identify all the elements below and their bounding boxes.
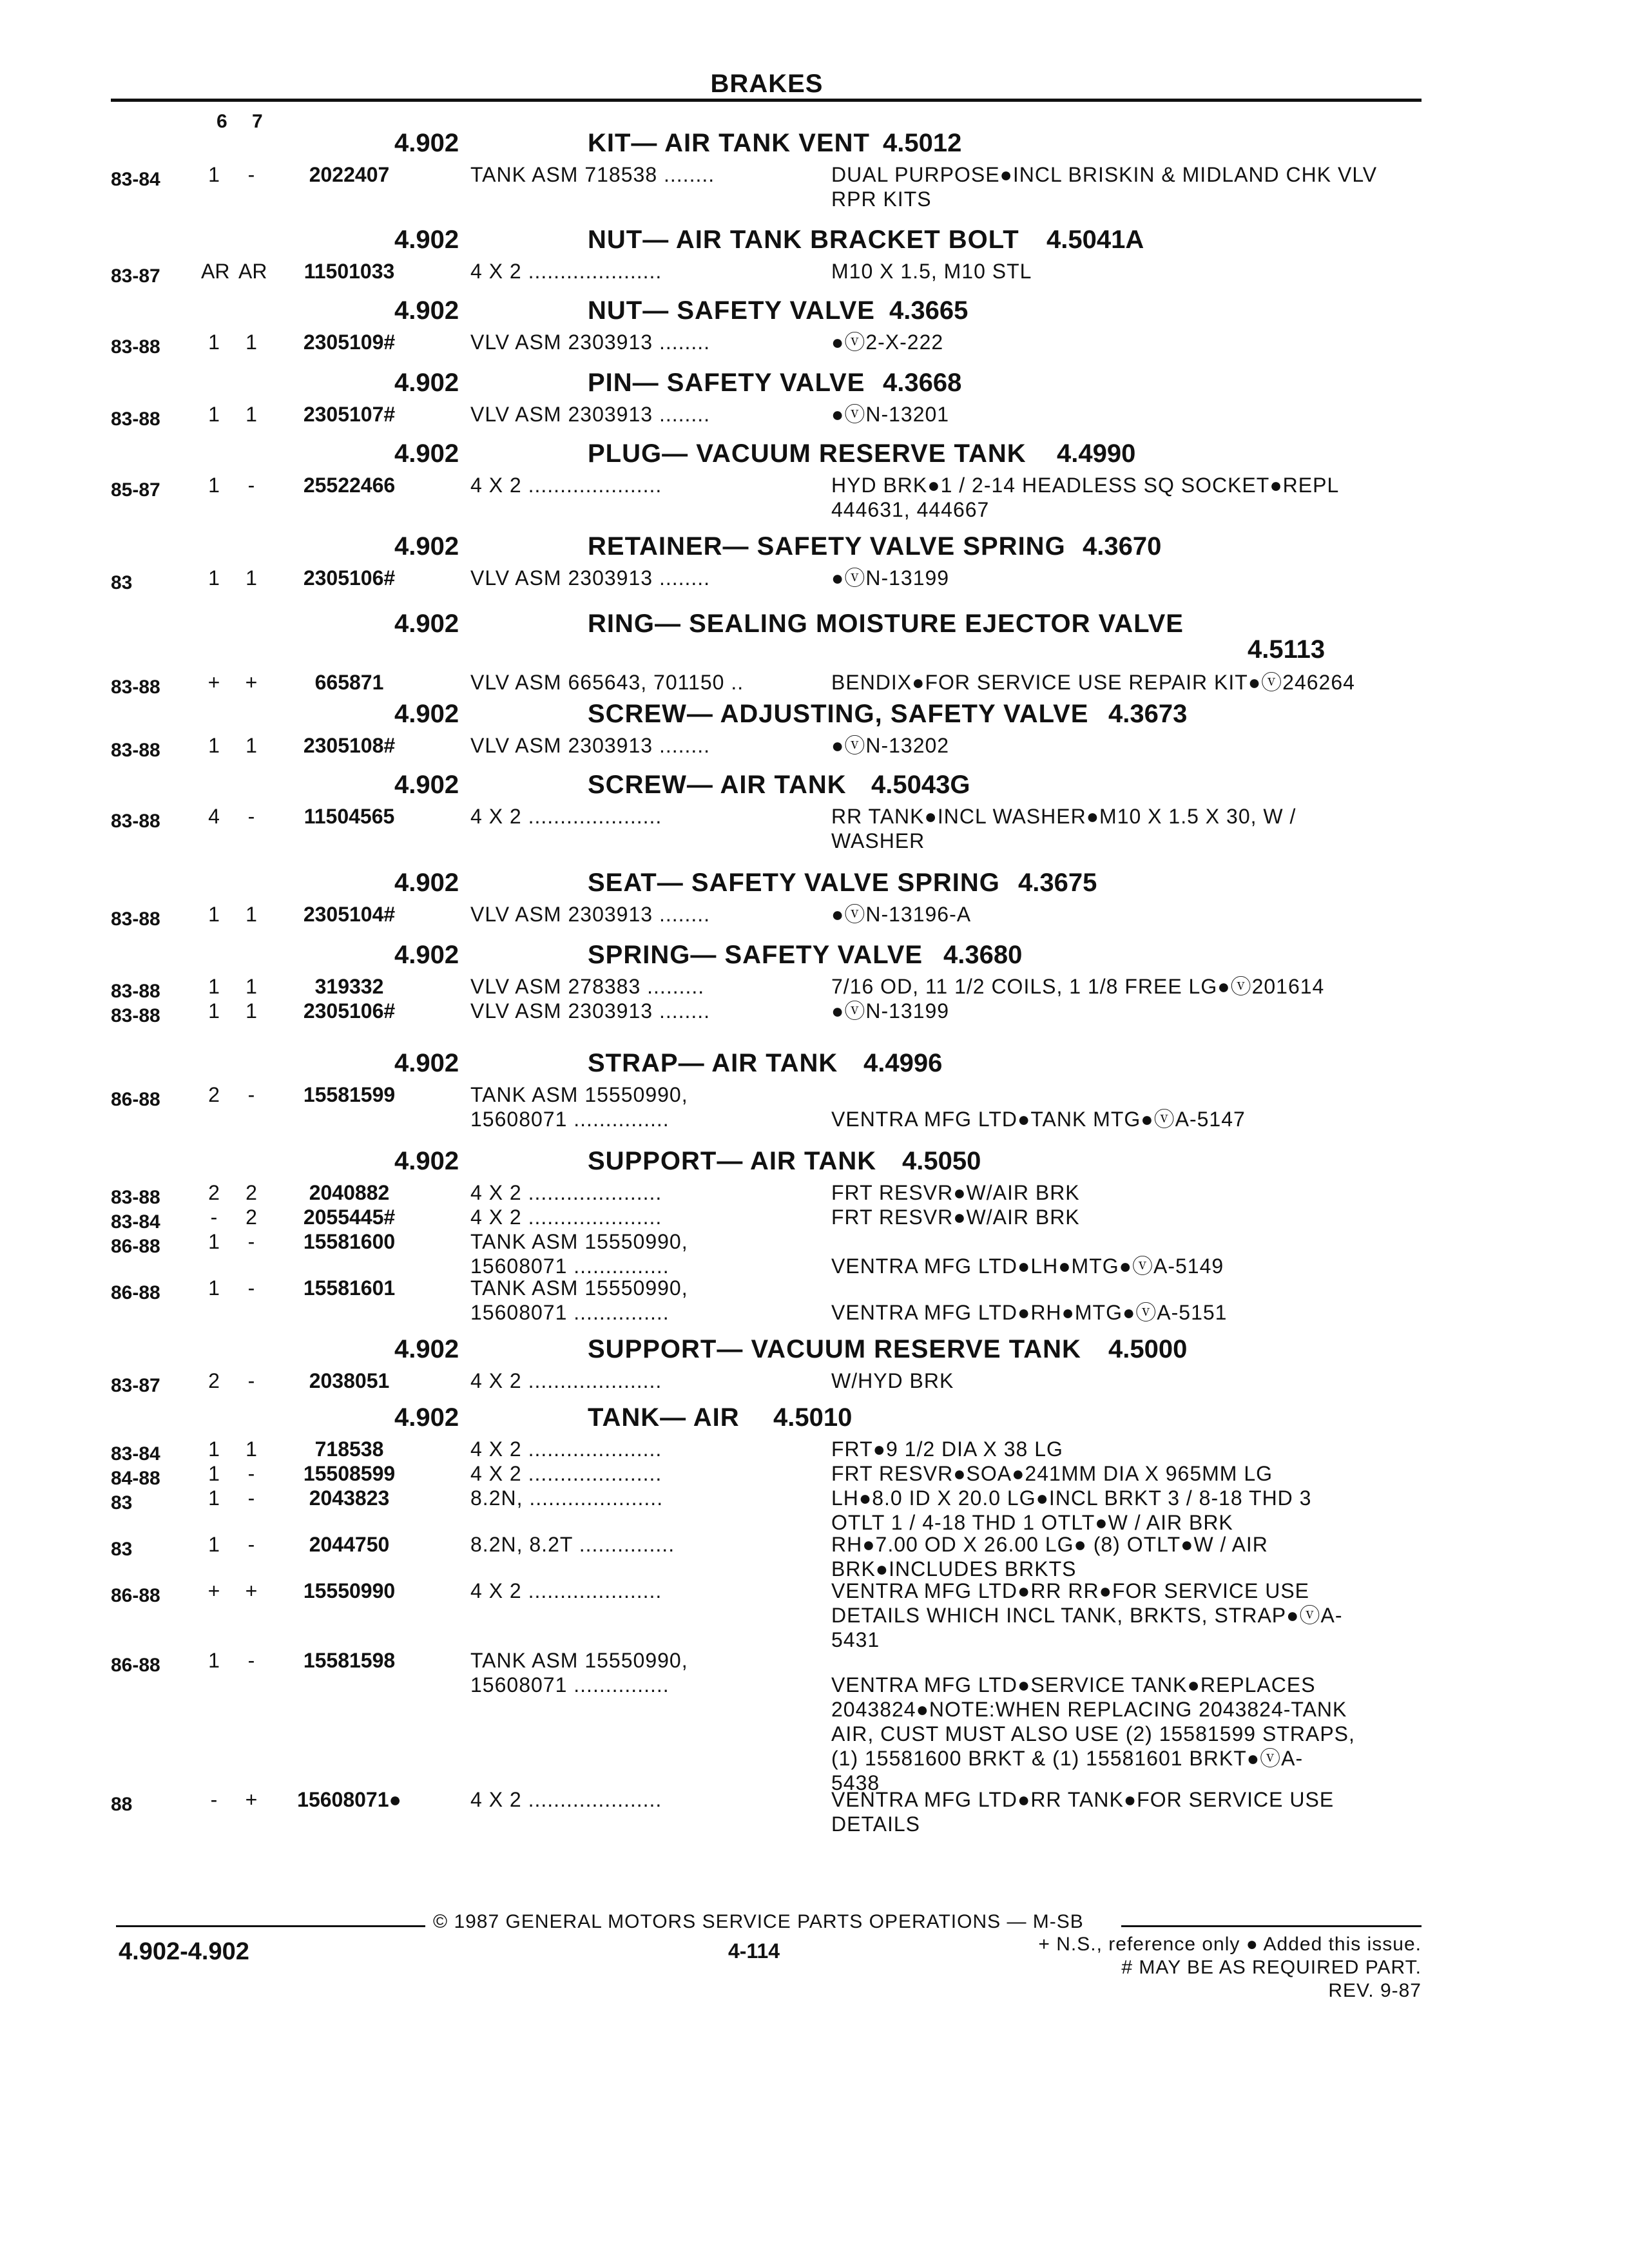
qty-col6: 1 <box>208 403 220 426</box>
part-row <box>111 1437 1451 1465</box>
group-catalog-code: 4.3665 <box>889 296 969 325</box>
part-row <box>111 566 1451 593</box>
group-part-name: SEAT— SAFETY VALVE SPRING <box>588 869 1000 897</box>
part-row <box>111 1205 1451 1233</box>
group-section-number: 4.902 <box>394 226 459 254</box>
description: FRT RESVR●W/AIR BRK <box>831 1181 1080 1204</box>
qty-col7: - <box>247 474 255 497</box>
parts-group <box>111 610 1451 698</box>
part-number: 15508599 <box>303 1462 396 1485</box>
description: DUAL PURPOSE●INCL BRISKIN & MIDLAND CHK VLV RPR KITS <box>831 163 1378 211</box>
group-section-number: 4.902 <box>394 369 459 397</box>
description: RR TANK●INCL WASHER●M10 X 1.5 X 30, W / WASHER <box>831 805 1296 852</box>
description: BENDIX●FOR SERVICE USE REPAIR KIT●ⓥ246264 <box>831 671 1355 694</box>
qty-col7: 1 <box>246 734 257 757</box>
group-heading <box>111 129 1451 162</box>
application: 4 X 2 ..................... <box>470 1206 662 1229</box>
part-years: 83-84 <box>111 1443 160 1465</box>
qty-col7: 1 <box>246 1437 257 1461</box>
qty-col7: 1 <box>246 331 257 354</box>
qty-col6: 1 <box>208 566 220 590</box>
group-section-number: 4.902 <box>394 941 459 969</box>
footer-note-ns: + N.S., reference only ● Added this issue. <box>1038 1934 1422 1955</box>
application: VLV ASM 2303913 ........ <box>470 566 711 590</box>
parts-group <box>111 1335 1451 1396</box>
part-number: 11501033 <box>304 260 395 283</box>
part-row <box>111 162 1451 209</box>
part-number: 2305106# <box>303 566 396 590</box>
group-catalog-code: 4.5000 <box>1108 1335 1188 1363</box>
parts-group <box>111 226 1451 287</box>
part-row <box>111 1180 1451 1208</box>
group-catalog-code: 4.4996 <box>863 1049 943 1077</box>
part-number: 15581599 <box>303 1083 396 1106</box>
description: VENTRA MFG LTD●RH●MTG●ⓥA-5151 <box>831 1301 1228 1324</box>
part-years: 83-84 <box>111 1211 160 1233</box>
group-catalog-code: 4.5050 <box>902 1147 981 1175</box>
qty-col6: 2 <box>208 1181 220 1204</box>
qty-col6: 2 <box>208 1369 220 1392</box>
group-heading <box>111 369 1451 402</box>
part-row <box>111 1787 1451 1834</box>
qty-col7: 1 <box>246 903 257 926</box>
application: 4 X 2 ..................... <box>470 260 662 283</box>
part-number: 2055445# <box>303 1206 396 1229</box>
part-row <box>111 1369 1451 1396</box>
parts-group <box>111 771 1451 850</box>
part-row <box>111 1532 1451 1579</box>
group-part-name: PIN— SAFETY VALVE <box>588 369 865 397</box>
qty-col7: + <box>245 671 258 694</box>
application: 4 X 2 ..................... <box>470 1369 662 1392</box>
qty-col6: 1 <box>208 331 220 354</box>
qty-col6: 1 <box>208 1462 220 1485</box>
footer-copyright: © 1987 GENERAL MOTORS SERVICE PARTS OPERATIONS — M-SB <box>433 1911 1084 1932</box>
group-heading <box>111 296 1451 330</box>
part-years: 84-88 <box>111 1468 160 1489</box>
application: TANK ASM 718538 ........ <box>470 163 715 186</box>
description: VENTRA MFG LTD●RR TANK●FOR SERVICE USE DETAILS <box>831 1788 1335 1836</box>
qty-col7: - <box>247 1486 255 1510</box>
group-catalog-code: 4.5113 <box>1248 635 1325 664</box>
group-heading <box>111 226 1451 259</box>
part-number: 2305109# <box>303 331 396 354</box>
application: 4 X 2 ..................... <box>470 474 662 497</box>
description: FRT RESVR●SOA●241MM DIA X 965MM LG <box>831 1462 1273 1485</box>
qty-col6: 1 <box>208 1649 220 1672</box>
description: VENTRA MFG LTD●LH●MTG●ⓥA-5149 <box>831 1254 1224 1278</box>
parts-group <box>111 439 1451 519</box>
qty-col7: + <box>245 1788 258 1811</box>
description: HYD BRK●1 / 2-14 HEADLESS SQ SOCKET●REPL 444631, 444667 <box>831 474 1340 521</box>
part-row <box>111 974 1451 1002</box>
group-catalog-code: 4.5041A <box>1046 226 1144 254</box>
group-section-number: 4.902 <box>394 869 459 897</box>
application: 4 X 2 ..................... <box>470 1181 662 1204</box>
group-heading <box>111 700 1451 733</box>
group-catalog-code: 4.5012 <box>883 129 962 157</box>
qty-col6: 2 <box>208 1083 220 1106</box>
group-part-name: SCREW— AIR TANK <box>588 771 847 799</box>
part-years: 86-88 <box>111 1089 160 1110</box>
part-years: 88 <box>111 1794 133 1815</box>
description: VENTRA MFG LTD●TANK MTG●ⓥA-5147 <box>831 1108 1246 1131</box>
part-row <box>111 1461 1451 1489</box>
part-row <box>111 473 1451 519</box>
group-heading <box>111 610 1451 670</box>
column-headers: 6 7 <box>217 111 263 132</box>
application: 4 X 2 ..................... <box>470 805 662 828</box>
part-row <box>111 733 1451 761</box>
application: VLV ASM 2303913 ........ <box>470 734 711 757</box>
part-years: 83-84 <box>111 169 160 190</box>
description: FRT●9 1/2 DIA X 38 LG <box>831 1437 1063 1461</box>
qty-col6: 1 <box>208 163 220 186</box>
description: ●ⓥN-13199 <box>831 566 950 590</box>
group-heading <box>111 941 1451 974</box>
qty-col7: 2 <box>246 1206 257 1229</box>
qty-col7: - <box>247 1369 255 1392</box>
part-years: 83-88 <box>111 677 160 698</box>
part-years: 83-88 <box>111 811 160 832</box>
group-catalog-code: 4.3670 <box>1083 532 1162 561</box>
application: TANK ASM 15550990, 15608071 ............... <box>470 1276 688 1324</box>
part-years: 86-88 <box>111 1585 160 1606</box>
group-catalog-code: 4.3668 <box>883 369 962 397</box>
group-section-number: 4.902 <box>394 129 459 157</box>
part-number: 2305106# <box>303 999 396 1023</box>
qty-col7: 1 <box>246 403 257 426</box>
group-part-name: PLUG— VACUUM RESERVE TANK <box>588 439 1027 468</box>
application: VLV ASM 2303913 ........ <box>470 403 711 426</box>
group-heading <box>111 1049 1451 1082</box>
description: VENTRA MFG LTD●RR RR●FOR SERVICE USE DETAILS WHICH INCL TANK, BRKTS, STRAP●ⓥA- 5431 <box>831 1579 1343 1651</box>
part-number: 2040882 <box>309 1181 390 1204</box>
qty-col6: 1 <box>208 975 220 998</box>
part-number: 15581601 <box>303 1276 396 1300</box>
group-section-number: 4.902 <box>394 532 459 561</box>
parts-group <box>111 369 1451 430</box>
part-row <box>111 1229 1451 1276</box>
qty-col6: - <box>210 1206 218 1229</box>
part-years: 83-88 <box>111 408 160 430</box>
part-number: 2022407 <box>309 163 390 186</box>
part-years: 83-88 <box>111 740 160 761</box>
qty-col7: - <box>247 163 255 186</box>
part-years: 86-88 <box>111 1282 160 1303</box>
group-part-name: KIT— AIR TANK VENT <box>588 129 870 157</box>
description: ●ⓥN-13202 <box>831 734 950 757</box>
qty-col7: 2 <box>246 1181 257 1204</box>
part-number: 2043823 <box>309 1486 390 1510</box>
qty-col7: - <box>247 1083 255 1106</box>
description: 7/16 OD, 11 1/2 COILS, 1 1/8 FREE LG●ⓥ201614 <box>831 975 1325 998</box>
qty-col7: 1 <box>246 975 257 998</box>
parts-group <box>111 296 1451 358</box>
description: FRT RESVR●W/AIR BRK <box>831 1206 1080 1229</box>
group-heading <box>111 1147 1451 1180</box>
footer-rule-right <box>1121 1925 1422 1927</box>
footer-page-number: 4-114 <box>728 1939 780 1963</box>
parts-group <box>111 869 1451 930</box>
part-row <box>111 1276 1451 1322</box>
application: 8.2N, 8.2T ............... <box>470 1533 675 1556</box>
application: TANK ASM 15550990, 15608071 ............... <box>470 1649 688 1696</box>
part-row <box>111 1648 1451 1794</box>
part-number: 2305107# <box>303 403 396 426</box>
part-row <box>111 1082 1451 1129</box>
footer-note-rev: REV. 9-87 <box>1328 1980 1422 2001</box>
application: VLV ASM 278383 ......... <box>470 975 705 998</box>
part-number: 11504565 <box>304 805 395 828</box>
qty-col6: 1 <box>208 1533 220 1556</box>
qty-col6: 1 <box>208 474 220 497</box>
application: TANK ASM 15550990, 15608071 ............... <box>470 1230 688 1278</box>
part-number: 2305104# <box>303 903 396 926</box>
parts-group <box>111 1147 1451 1322</box>
application: 8.2N, ..................... <box>470 1486 664 1510</box>
header-rule <box>111 99 1422 102</box>
part-row <box>111 902 1451 930</box>
part-number: 25522466 <box>303 474 396 497</box>
footer-note-asreq: # MAY BE AS REQUIRED PART. <box>1121 1957 1422 1978</box>
group-catalog-code: 4.5010 <box>773 1403 853 1432</box>
part-years: 83-88 <box>111 336 160 358</box>
qty-col7: - <box>247 1649 255 1672</box>
application: 4 X 2 ..................... <box>470 1579 662 1602</box>
part-number: 2044750 <box>309 1533 390 1556</box>
group-section-number: 4.902 <box>394 1403 459 1432</box>
group-part-name: RING— SEALING MOISTURE EJECTOR VALVE <box>588 610 1184 638</box>
qty-col6: 4 <box>208 805 220 828</box>
parts-group <box>111 941 1451 1026</box>
qty-col7: + <box>245 1579 258 1602</box>
group-section-number: 4.902 <box>394 1049 459 1077</box>
part-row <box>111 259 1451 287</box>
parts-group <box>111 1049 1451 1129</box>
part-years: 86-88 <box>111 1655 160 1676</box>
group-heading <box>111 1403 1451 1437</box>
part-number: 15581598 <box>303 1649 396 1672</box>
group-part-name: NUT— AIR TANK BRACKET BOLT <box>588 226 1019 254</box>
part-row <box>111 670 1451 698</box>
qty-col6: 1 <box>208 1486 220 1510</box>
group-part-name: STRAP— AIR TANK <box>588 1049 838 1077</box>
application: VLV ASM 2303913 ........ <box>470 999 711 1023</box>
part-row <box>111 804 1451 850</box>
part-years: 86-88 <box>111 1236 160 1257</box>
part-number: 2038051 <box>309 1369 390 1392</box>
qty-col7: AR <box>238 260 267 283</box>
parts-group <box>111 700 1451 761</box>
part-number: 15608071● <box>297 1788 401 1811</box>
description: ●ⓥN-13199 <box>831 999 950 1023</box>
qty-col7: - <box>247 1462 255 1485</box>
group-section-number: 4.902 <box>394 439 459 468</box>
qty-col7: - <box>247 805 255 828</box>
qty-col7: 1 <box>246 999 257 1023</box>
group-catalog-code: 4.3675 <box>1018 869 1097 897</box>
footer-section-range: 4.902-4.902 <box>119 1938 249 1965</box>
application: 4 X 2 ..................... <box>470 1788 662 1811</box>
group-section-number: 4.902 <box>394 1335 459 1363</box>
parts-group <box>111 532 1451 593</box>
part-row <box>111 402 1451 430</box>
footer-rule-left <box>116 1925 425 1927</box>
description: ●ⓥ2-X-222 <box>831 331 944 354</box>
application: 4 X 2 ..................... <box>470 1437 662 1461</box>
group-catalog-code: 4.3673 <box>1108 700 1188 728</box>
part-years: 83 <box>111 1539 133 1560</box>
group-heading <box>111 439 1451 473</box>
application: TANK ASM 15550990, 15608071 ............... <box>470 1083 688 1131</box>
part-years: 83 <box>111 1492 133 1514</box>
part-years: 83-87 <box>111 1375 160 1396</box>
part-row <box>111 330 1451 358</box>
qty-col7: - <box>247 1533 255 1556</box>
page-title: BRAKES <box>710 70 824 98</box>
qty-col7: - <box>247 1230 255 1253</box>
group-section-number: 4.902 <box>394 296 459 325</box>
part-number: 15550990 <box>303 1579 396 1602</box>
qty-col6: 1 <box>208 903 220 926</box>
parts-group <box>111 1403 1451 1834</box>
parts-group <box>111 129 1451 209</box>
application: VLV ASM 665643, 701150 .. <box>470 671 744 694</box>
part-number: 718538 <box>314 1437 384 1461</box>
qty-col6: 1 <box>208 1276 220 1300</box>
part-years: 83-87 <box>111 265 160 287</box>
part-years: 83-88 <box>111 1005 160 1026</box>
group-part-name: SPRING— SAFETY VALVE <box>588 941 923 969</box>
part-row <box>111 1486 1451 1532</box>
qty-col6: AR <box>201 260 230 283</box>
description: ●ⓥN-13196-A <box>831 903 972 926</box>
description: ●ⓥN-13201 <box>831 403 950 426</box>
group-heading <box>111 869 1451 902</box>
application: VLV ASM 2303913 ........ <box>470 903 711 926</box>
group-section-number: 4.902 <box>394 1147 459 1175</box>
application: 4 X 2 ..................... <box>470 1462 662 1485</box>
description: RH●7.00 OD X 26.00 LG● (8) OTLT●W / AIR BRK●INCLUDES BRKTS <box>831 1533 1268 1581</box>
group-part-name: NUT— SAFETY VALVE <box>588 296 875 325</box>
group-heading <box>111 771 1451 804</box>
qty-col6: 1 <box>208 1437 220 1461</box>
group-section-number: 4.902 <box>394 771 459 799</box>
group-catalog-code: 4.4990 <box>1057 439 1136 468</box>
qty-col7: 1 <box>246 566 257 590</box>
part-number: 15581600 <box>303 1230 396 1253</box>
description: LH●8.0 ID X 20.0 LG●INCL BRKT 3 / 8-18 THD 3 OTLT 1 / 4-18 THD 1 OTLT●W / AIR BRK <box>831 1486 1312 1534</box>
group-section-number: 4.902 <box>394 700 459 728</box>
qty-col7: - <box>247 1276 255 1300</box>
group-part-name: SUPPORT— VACUUM RESERVE TANK <box>588 1335 1081 1363</box>
application: VLV ASM 2303913 ........ <box>470 331 711 354</box>
part-number: 665871 <box>314 671 384 694</box>
part-years: 83 <box>111 572 133 593</box>
part-number: 319332 <box>314 975 384 998</box>
qty-col6: - <box>210 1788 218 1811</box>
part-row <box>111 999 1451 1026</box>
qty-col6: + <box>207 671 220 694</box>
group-part-name: SUPPORT— AIR TANK <box>588 1147 877 1175</box>
group-part-name: TANK— AIR <box>588 1403 740 1432</box>
qty-col6: 1 <box>208 734 220 757</box>
part-years: 83-88 <box>111 908 160 930</box>
group-part-name: SCREW— ADJUSTING, SAFETY VALVE <box>588 700 1089 728</box>
part-row <box>111 1579 1451 1651</box>
group-heading <box>111 1335 1451 1369</box>
part-years: 85-87 <box>111 479 160 501</box>
group-heading <box>111 532 1451 566</box>
part-years: 83-88 <box>111 981 160 1002</box>
group-part-name: RETAINER— SAFETY VALVE SPRING <box>588 532 1066 561</box>
description: M10 X 1.5, M10 STL <box>831 260 1032 283</box>
footer-notes <box>915 1933 1422 2003</box>
group-catalog-code: 4.5043G <box>871 771 970 799</box>
qty-col6: 1 <box>208 1230 220 1253</box>
part-years: 83-88 <box>111 1187 160 1208</box>
qty-col6: 1 <box>208 999 220 1023</box>
description: VENTRA MFG LTD●SERVICE TANK●REPLACES 2043824●NOTE:WHEN REPLACING 2043824-TANK AIR, CUST MUST ALSO USE (2) 15581599 STRAPS, (1) 15581600 BRKT & (1) 15581601 BRKT●ⓥA- 5438 <box>831 1673 1355 1794</box>
group-catalog-code: 4.3680 <box>943 941 1023 969</box>
description: W/HYD BRK <box>831 1369 954 1392</box>
group-section-number: 4.902 <box>394 610 459 638</box>
part-number: 2305108# <box>303 734 396 757</box>
qty-col6: + <box>207 1579 220 1602</box>
